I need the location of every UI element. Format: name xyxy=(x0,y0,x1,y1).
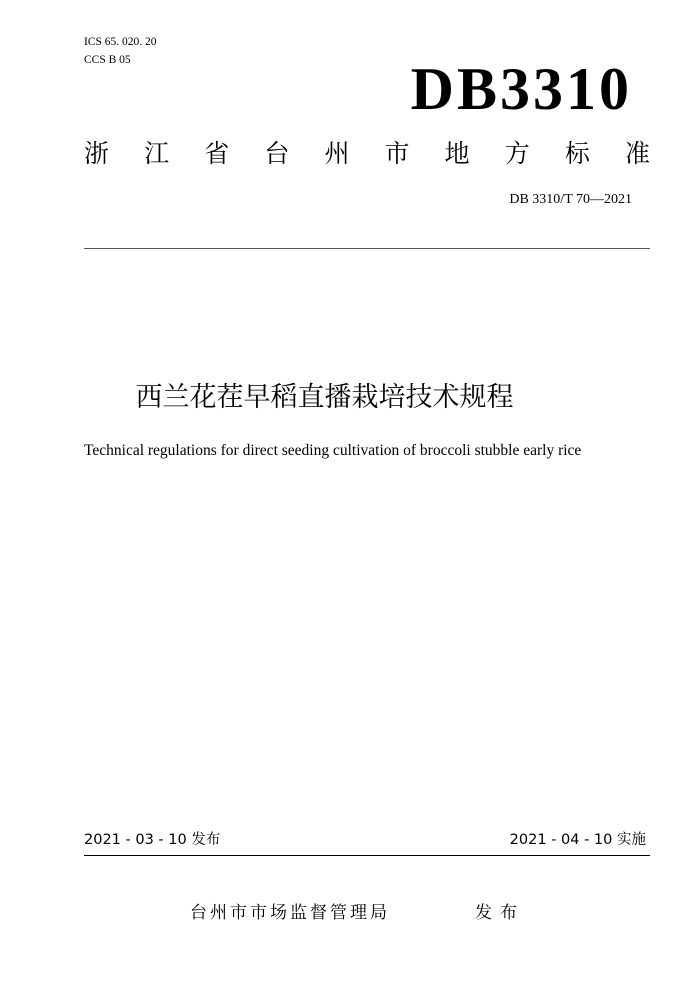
standard-type-heading xyxy=(84,138,650,170)
standard-number: DB 3310/T 70—2021 xyxy=(509,192,632,207)
standard-type-char: 方 xyxy=(504,139,530,168)
standard-type-char: 台 xyxy=(264,139,290,168)
document-title-english: Technical regulations for direct seeding cultivation of broccoli stubble early rice xyxy=(84,442,582,459)
standard-type-char: 标 xyxy=(564,139,590,168)
header-divider xyxy=(84,248,650,249)
standard-type-char: 市 xyxy=(384,139,410,168)
document-title-chinese-text: 西兰花茬早稻直播栽培技术规程 xyxy=(135,382,514,413)
publish-date: 2021 - 03 - 10 发布 xyxy=(84,832,221,848)
standard-type-char: 州 xyxy=(324,139,350,168)
standard-type-char: 浙 xyxy=(84,139,110,168)
footer-divider xyxy=(84,855,650,856)
standard-type-char: 准 xyxy=(624,139,650,168)
issuing-authority: 台州市市场监督管理局 xyxy=(190,903,390,923)
document-title-chinese xyxy=(0,380,700,416)
issue-label: 发布 xyxy=(475,903,525,923)
standard-logo: DB3310 xyxy=(410,56,632,122)
standard-type-char: 江 xyxy=(144,139,170,168)
standard-type-char: 省 xyxy=(204,139,230,168)
ccs-code: CCS B 05 xyxy=(84,54,131,66)
ics-code: ICS 65. 020. 20 xyxy=(84,36,157,48)
implement-date: 2021 - 04 - 10 实施 xyxy=(509,832,646,848)
standard-type-char: 地 xyxy=(444,139,470,168)
